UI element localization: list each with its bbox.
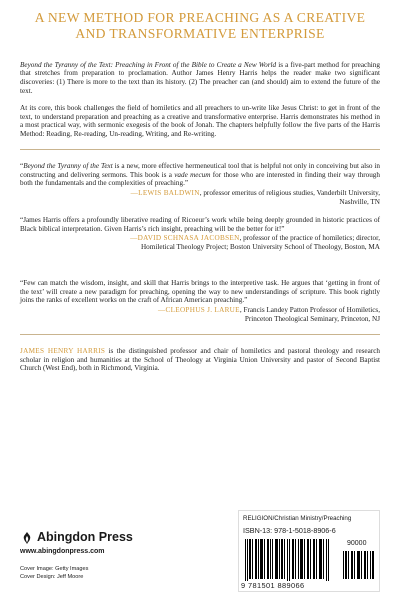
divider-top (20, 149, 380, 150)
author-bio-text (20, 347, 380, 373)
description-paragraph-2: At its core, this book challenges the field of homiletics and all preachers to un-write like Jesus Christ: to get in front of the text, to understand preparation and preaching as a creative and transformative enterprise. Harris demonstrates his method in a most practical way, with sermonic exegesis of the book of Jonah. The chapters helpfully follow the five parts of the Harris Method: Reading, Re-reading, Un-reading, Writing, and Re-writing. (20, 103, 380, 139)
endorser-role: , professor of the practice of homiletics; director, (239, 234, 380, 243)
endorsement-1 (20, 162, 380, 207)
author-bio (20, 347, 380, 373)
publisher-name: Abingdon Press (37, 530, 133, 544)
barcode-box (238, 510, 380, 592)
cover-credits (20, 566, 88, 581)
barcode-digits: 9 781501 889066 (241, 581, 305, 590)
endorsement-2 (20, 216, 380, 252)
bisac-category: RELIGION/Christian Ministry/Preaching (243, 515, 352, 522)
spacer (20, 261, 380, 279)
endorser-name: —DAVID SCHNASA JACOBSEN (130, 234, 240, 243)
endorsement-text (20, 162, 380, 188)
cover-image-credit: Cover Image: Getty Images (20, 566, 89, 572)
author-description: is the distinguished professor and chair of homiletics and pastoral theology and research scholar in religion and humanities at the School of Theology at Virginia Union University and pastor of Second Baptist Church (West End), both in Richmond, Virginia. (20, 346, 380, 373)
endorsement-text: “James Harris offers a profoundly liberative reading of Ricoeur’s work while being deeply grounded in historic practices of Black biblical interpretation. Given Harris’s rich insight, preaching will be the better for it!” (20, 215, 380, 233)
book-title: Beyond the Tyranny of the Text: Preaching in Front of the Bible to Create a New World (20, 60, 277, 69)
price-code: 90000 (347, 540, 367, 547)
footer (20, 510, 380, 592)
endorser-role-line2: Homiletical Theology Project; Boston University School of Theology, Boston, MA (140, 243, 380, 252)
divider-bottom (20, 334, 380, 335)
quoted-title: Beyond the Tyranny of the Text (23, 161, 113, 170)
quote-mark: “ (20, 161, 24, 170)
endorser-name: —LEWIS BALDWIN (130, 189, 200, 198)
endorsement-attribution (20, 306, 380, 324)
endorser-role: , professor emeritus of religious studies, Vanderbilt University, (199, 189, 380, 198)
publisher-logo (20, 530, 133, 545)
endorser-role: , Francis Landey Patton Professor of Homiletics, (239, 306, 380, 315)
endorsement-text: “Few can match the wisdom, insight, and skill that Harris brings to the interpretive task. He argues that ‘getting in front of the text’ will create a new paradigm for preaching, opening the way to new understandings of scripture. This book rightly joins the ranks of excellent works on the craft of African American preaching.” (20, 278, 380, 305)
endorsement-3 (20, 279, 380, 324)
endorser-name: —CLEOPHUS J. LARUE (157, 306, 240, 315)
endorsement-attribution (20, 189, 380, 207)
description (20, 61, 380, 139)
description-paragraph-1 (20, 61, 380, 96)
headline: A NEW METHOD FOR PREACHING AS A CREATIVE AND TRANSFORMATIVE ENTERPRISE (34, 10, 366, 42)
publisher-website: www.abingdonpress.com (20, 548, 105, 555)
quote-text: is a new, more effective hermeneutical tool that is helpful not only in conceiving but also in constructing and delivering sermons. This book is a (20, 161, 380, 179)
cover-design-credit: Cover Design: Jeff Moore (20, 573, 84, 580)
endorser-role-line2: Nashville, TN (339, 198, 380, 206)
description-text-1: is a five-part method for preaching that stretches from preparation to proclamation. Author James Henry Harris helps the reader make two significant discoveries: (1) There is more to the text than its history. (2) The preacher can (and should) aim to extend the future of the text. (20, 60, 380, 95)
quoted-phrase: vade mecum (174, 170, 211, 179)
abingdon-flame-icon (20, 531, 34, 545)
endorser-role-line2: Princeton Theological Seminary, Princeton, NJ (244, 315, 380, 324)
author-name: JAMES HENRY HARRIS (20, 346, 106, 355)
endorsement-attribution (20, 234, 380, 252)
quote-text-end: for those who are interested in finding their way through both the fundamentals and the complexities of preaching.” (20, 170, 380, 188)
isbn-number: ISBN-13: 978-1-5018-8906-6 (243, 526, 336, 535)
